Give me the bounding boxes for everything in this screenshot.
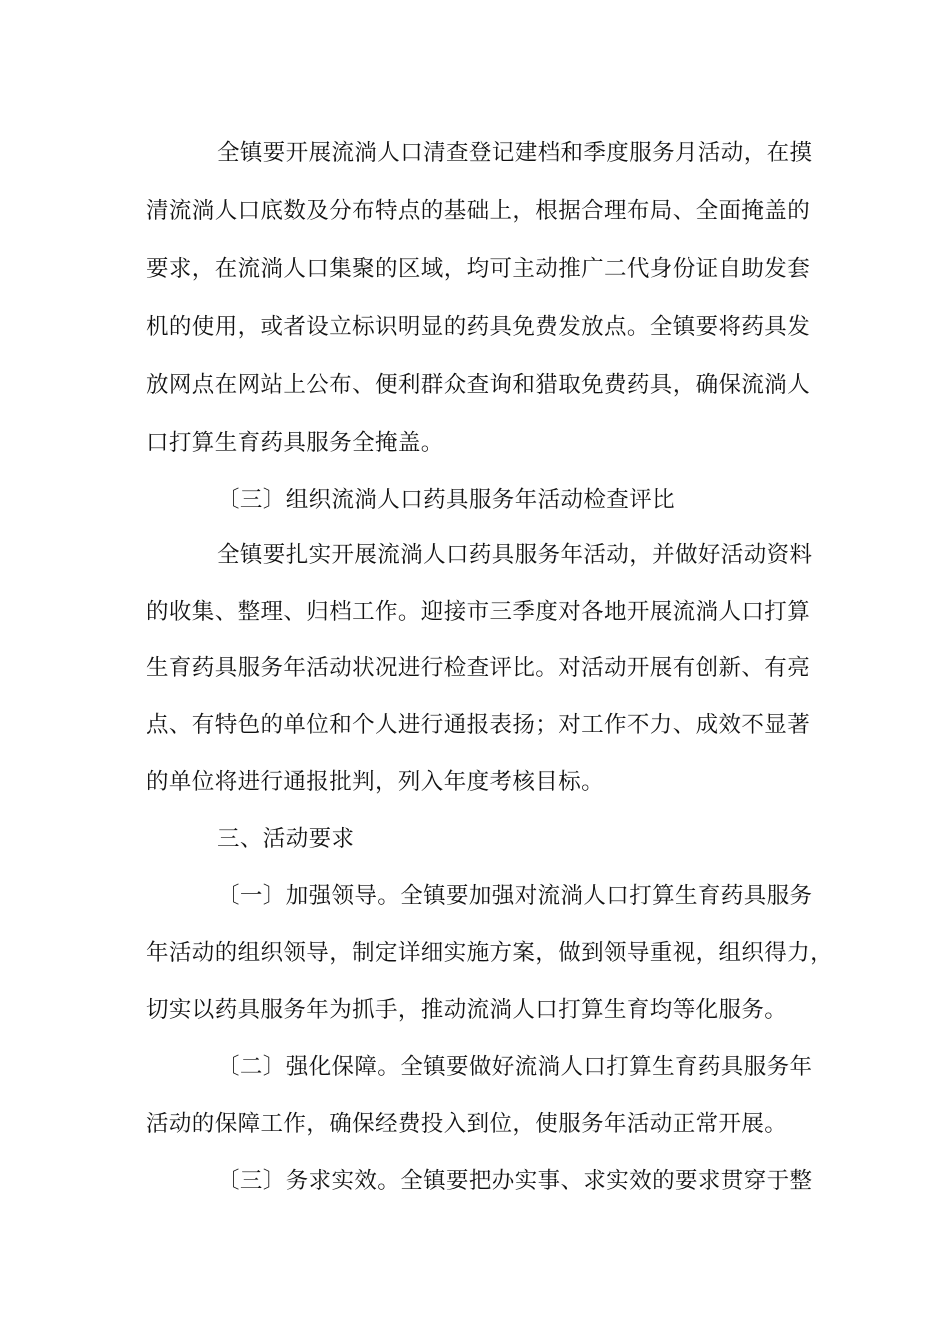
- paragraph-line: 〔一〕加强领导。全镇要加强对流淌人口打算生育药具服务: [217, 883, 813, 909]
- paragraph-line: 年活动的组织领导，制定详细实施方案，做到领导重视，组织得力，: [146, 940, 834, 966]
- section-heading: 〔三〕组织流淌人口药具服务年活动检查评比: [217, 487, 676, 513]
- paragraph-line: 切实以药具服务年为抓手，推动流淌人口打算生育均等化服务。: [146, 997, 788, 1023]
- section-heading: 三、活动要求: [217, 826, 355, 852]
- paragraph-line: 活动的保障工作，确保经费投入到位，使服务年活动正常开展。: [146, 1111, 788, 1137]
- paragraph-line: 的收集、整理、归档工作。迎接市三季度对各地开展流淌人口打算: [146, 599, 811, 625]
- paragraph-line: 机的使用，或者设立标识明显的药具免费发放点。全镇要将药具发: [146, 314, 811, 340]
- paragraph-line: 全镇要开展流淌人口清查登记建档和季度服务月活动，在摸: [217, 140, 813, 166]
- paragraph-line: 〔三〕务求实效。全镇要把办实事、求实效的要求贯穿于整: [217, 1168, 813, 1194]
- paragraph-line: 〔二〕强化保障。全镇要做好流淌人口打算生育药具服务年: [217, 1054, 813, 1080]
- paragraph-line: 全镇要扎实开展流淌人口药具服务年活动，并做好活动资料: [217, 542, 813, 568]
- paragraph-line: 放网点在网站上公布、便利群众查询和猎取免费药具，确保流淌人: [146, 372, 811, 398]
- paragraph-line: 的单位将进行通报批判，列入年度考核目标。: [146, 769, 605, 795]
- paragraph-line: 点、有特色的单位和个人进行通报表扬；对工作不力、成效不显著: [146, 712, 811, 738]
- paragraph-line: 口打算生育药具服务全掩盖。: [146, 430, 444, 456]
- paragraph-line: 清流淌人口底数及分布特点的基础上，根据合理布局、全面掩盖的: [146, 198, 811, 224]
- paragraph-line: 要求，在流淌人口集聚的区域，均可主动推广二代身份证自助发套: [146, 256, 811, 282]
- paragraph-line: 生育药具服务年活动状况进行检查评比。对活动开展有创新、有亮: [146, 655, 811, 681]
